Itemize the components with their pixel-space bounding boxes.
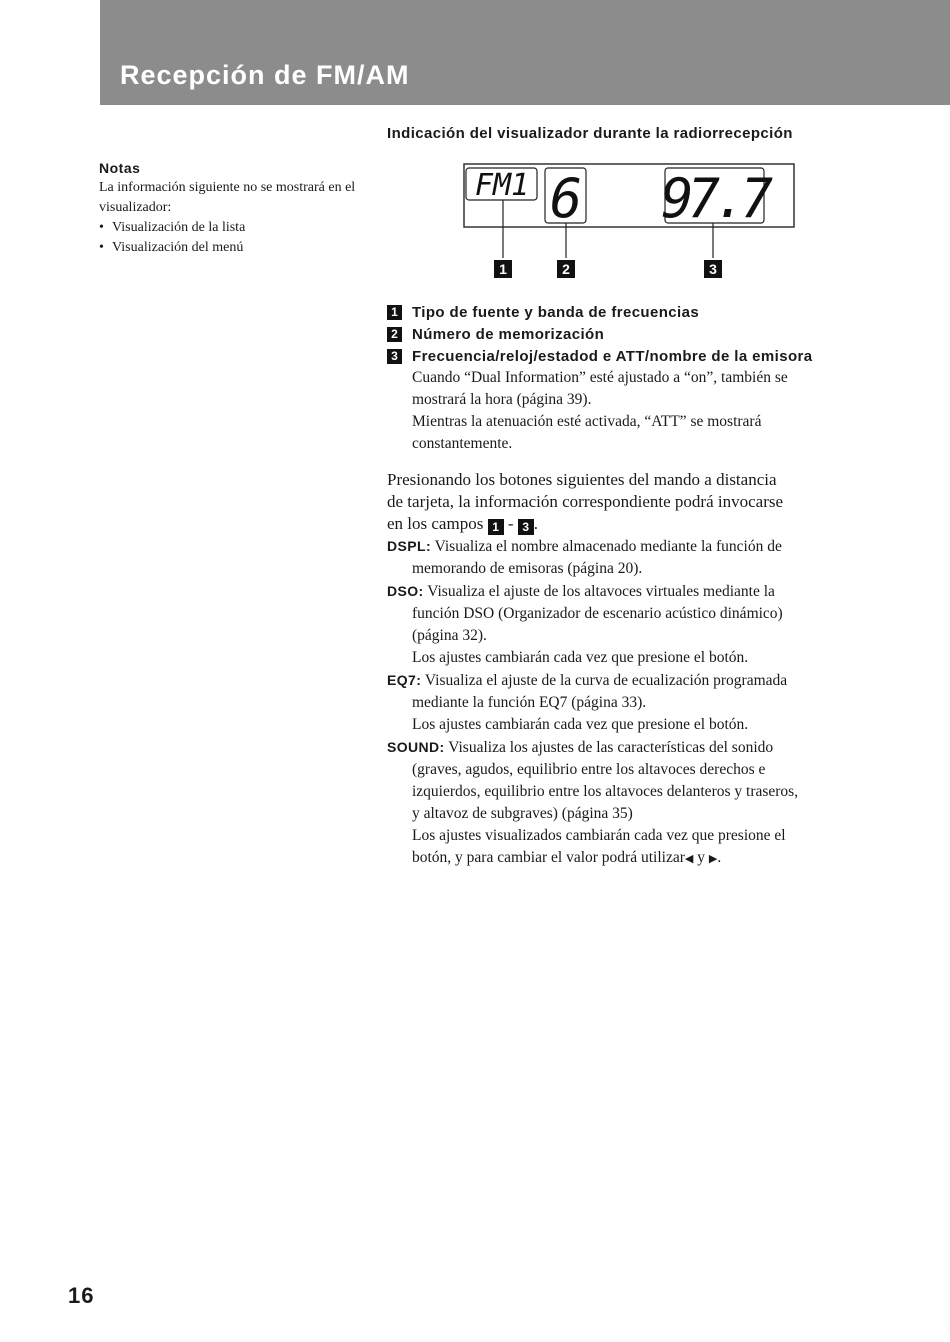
intro-paragraph bbox=[387, 469, 877, 535]
field-number-end: 3 bbox=[518, 519, 534, 535]
legend-label: Frecuencia/reloj/estadod e ATT/nombre de la emisora bbox=[412, 347, 813, 365]
notes-text: La información siguiente no se mostrará en el visualizador: bbox=[99, 180, 356, 215]
function-text: botón, y para cambiar el valor podrá utilizar bbox=[412, 849, 685, 866]
intro-period: . bbox=[533, 514, 538, 533]
function-text: Visualiza el ajuste de los altavoces virtuales mediante la bbox=[427, 583, 775, 600]
legend-label: Tipo de fuente y banda de frecuencias bbox=[412, 303, 700, 321]
page-title: Recepción de FM/AM bbox=[120, 60, 410, 90]
legend bbox=[387, 301, 877, 455]
function-text: izquierdos, equilibrio entre los altavoces delanteros y traseros, bbox=[412, 783, 799, 800]
intro-text: en los campos bbox=[387, 514, 484, 533]
legend-description: Mientras la atenuación esté activada, “ATT” se mostrará bbox=[412, 413, 762, 430]
legend-item bbox=[387, 301, 877, 323]
header-band bbox=[100, 0, 950, 105]
callout-label-1: 1 bbox=[499, 261, 507, 277]
intro-line: de tarjeta, la información correspondiente podrá invocarse bbox=[387, 492, 784, 511]
legend-item bbox=[387, 323, 877, 345]
function-text: Visualiza el ajuste de la curva de ecualización programada bbox=[424, 672, 788, 689]
function-text: y altavoz de subgraves) (página 35) bbox=[412, 805, 633, 822]
legend-number: 1 bbox=[387, 305, 402, 320]
notes-title: Notas bbox=[99, 160, 141, 176]
display-diagram bbox=[462, 160, 797, 285]
field-number-start: 1 bbox=[488, 519, 504, 535]
legend-item bbox=[387, 345, 877, 367]
function-item-dspl bbox=[387, 535, 877, 580]
legend-label: Número de memorización bbox=[412, 325, 605, 343]
function-term: EQ7: bbox=[387, 672, 422, 688]
callout-label-3: 3 bbox=[709, 261, 717, 277]
range-separator: - bbox=[507, 514, 514, 533]
legend-description: mostrará la hora (página 39). bbox=[412, 391, 592, 408]
function-text: (graves, agudos, equilibrio entre los altavoces derechos e bbox=[412, 761, 766, 778]
function-list bbox=[387, 535, 877, 870]
display-heading: Indicación del visualizador durante la radiorrecepción bbox=[387, 125, 793, 142]
legend-number: 2 bbox=[387, 327, 402, 342]
function-text: Visualiza los ajustes de las características del sonido bbox=[448, 739, 774, 756]
function-text: Visualiza el nombre almacenado mediante la función de bbox=[434, 538, 782, 555]
function-text: mediante la función EQ7 (página 33). bbox=[412, 694, 647, 711]
notes-section bbox=[99, 158, 374, 258]
function-text: Los ajustes visualizados cambiarán cada vez que presione el bbox=[412, 827, 786, 844]
legend-description: Cuando “Dual Information” esté ajustado a “on”, también se bbox=[412, 369, 788, 386]
function-item-sound bbox=[387, 736, 877, 870]
function-text-last bbox=[387, 847, 877, 870]
function-term: DSO: bbox=[387, 583, 424, 599]
function-term: DSPL: bbox=[387, 538, 431, 554]
function-text: función DSO (Organizador de escenario acústico dinámico) bbox=[412, 605, 783, 622]
list-item: • Visualización de la lista bbox=[99, 218, 374, 238]
legend-number: 3 bbox=[387, 349, 402, 364]
frequency-text: 97.7 bbox=[660, 167, 768, 230]
legend-description: constantemente. bbox=[412, 435, 513, 452]
function-text: Los ajustes cambiarán cada vez que presione el botón. bbox=[412, 649, 749, 666]
function-text: . bbox=[717, 849, 722, 866]
notes-list bbox=[99, 218, 374, 258]
function-text: Los ajustes cambiarán cada vez que presione el botón. bbox=[412, 716, 749, 733]
function-term: SOUND: bbox=[387, 739, 445, 755]
callout-label-2: 2 bbox=[562, 261, 570, 277]
arrow-right-icon: ▶ bbox=[708, 853, 718, 865]
preset-text: 6 bbox=[549, 167, 583, 230]
arrow-left-icon: ◀ bbox=[684, 853, 694, 865]
intro-line bbox=[387, 513, 877, 535]
function-text: y bbox=[697, 849, 705, 866]
intro-line: Presionando los botones siguientes del mando a distancia bbox=[387, 470, 777, 489]
function-item-eq7 bbox=[387, 669, 877, 736]
band-text: FM1 bbox=[474, 168, 530, 203]
list-item: • Visualización del menú bbox=[99, 238, 374, 258]
page-number: 16 bbox=[68, 1283, 95, 1308]
function-text: (página 32). bbox=[412, 627, 487, 644]
function-text: memorando de emisoras (página 20). bbox=[412, 560, 643, 577]
function-item-dso bbox=[387, 580, 877, 669]
